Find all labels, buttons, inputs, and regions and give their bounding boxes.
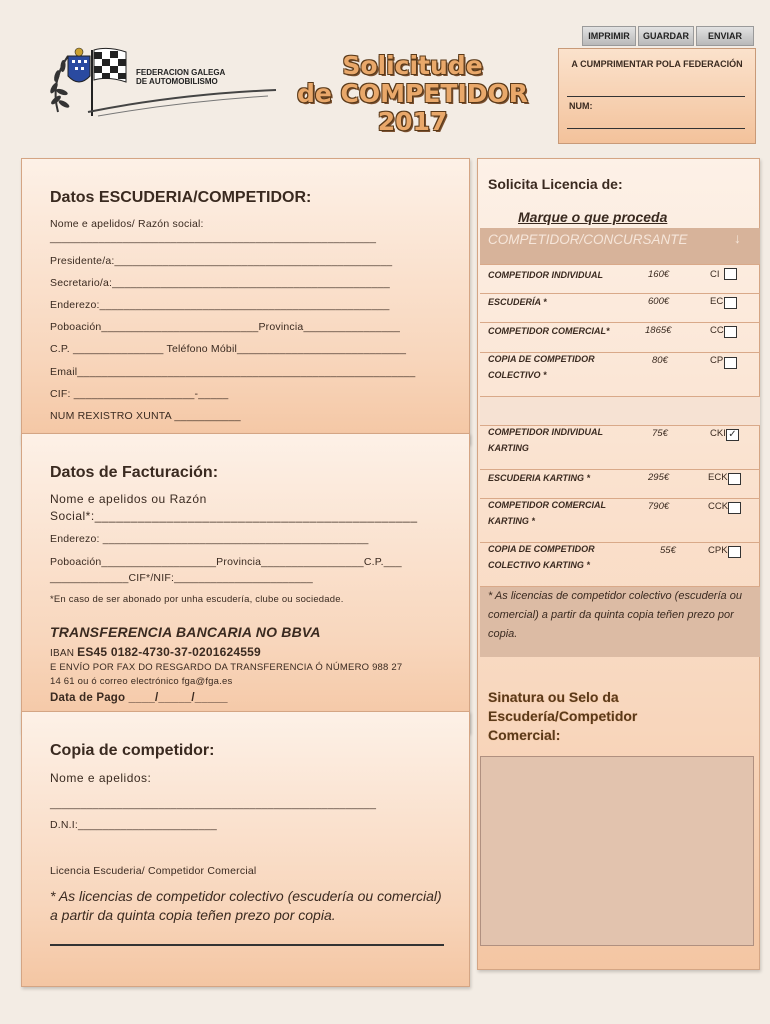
licence-code: CC [710,325,724,336]
transfer-heading: TRANSFERENCIA BANCARIA NO BBVA [50,624,321,640]
federation-num-field[interactable] [567,128,745,129]
licence-checkbox-ec[interactable] [724,297,737,309]
licence-row [480,323,760,353]
licence-label: COPIA DE COMPETIDOR COLECTIVO * [488,354,595,380]
save-button[interactable]: GUARDAR [638,26,694,46]
licence-label: COMPETIDOR COMERCIAL* [488,326,610,336]
licence-checkbox-cck[interactable] [728,502,741,514]
send-button[interactable]: ENVIAR [696,26,754,46]
billing-note: *En caso de ser abonado por unha escudería, clube ou sociedade. [50,594,344,605]
licence-price: 75€ [652,428,668,439]
licence-price: 790€ [648,501,670,512]
copy-panel [21,711,470,987]
licence-label: COMPETIDOR INDIVIDUAL [488,270,604,280]
licence-note: * As licencias de competidor colectivo (escudería ou comercial) a partir da quinta copia teñen prezo por copia. [488,590,742,640]
licence-price: 600€ [648,296,670,307]
billing-name-label: Nome e apelidos ou Razón [50,492,207,506]
copy-divider [50,944,444,946]
escuderia-panel [21,158,470,444]
group-header-label: COMPETIDOR/CONCURSANTE [488,232,688,247]
logo-text [136,68,225,86]
licence-price: 55€ [660,545,676,556]
licence-price: 160€ [648,269,670,280]
pay-date-field[interactable]: Data de Pago ____/_____/_____ [50,692,228,704]
licence-row [480,543,760,587]
licence-heading: Solicita Licencia de: [488,176,623,192]
licence-checkbox-ci[interactable] [724,268,737,280]
fax-line2: 14 61 ou ó correo electrónico fga@fga.es [50,676,233,687]
arrow-down-icon: ↓ [734,230,741,246]
escuderia-email-field[interactable]: Email________________________________________________________ [50,366,416,378]
signature-box[interactable] [480,756,754,946]
escuderia-address-field[interactable]: Enderezo:________________________________________________ [50,299,390,311]
billing-panel [21,433,470,733]
licence-price: 1865€ [645,325,672,336]
licence-code: CI [710,269,720,280]
licence-row [480,353,760,397]
escuderia-cif-field[interactable]: CIF: ____________________-_____ [50,388,229,400]
licence-code: CKI [710,428,726,439]
secretary-field[interactable]: Secretario/a:______________________________________________ [50,277,390,289]
licence-row [480,265,760,294]
billing-town-field[interactable]: Poboación___________________Provincia_________________C.P.___ [50,556,402,568]
registry-field[interactable]: NUM REXISTRO XUNTA ___________ [50,410,241,422]
copy-heading: Copia de competidor: [50,742,215,759]
licence-row [480,294,760,323]
copy-note: * As licencias de competidor colectivo (escudería ou comercial) a partir da quinta copia teñen prezo por copia. [50,888,442,923]
licence-subheading: Marque o que proceda [518,209,668,225]
licence-label: COMPETIDOR INDIVIDUAL KARTING [488,427,603,453]
licence-code: CCK [708,501,729,512]
licence-label: COPIA DE COMPETIDOR COLECTIVO KARTING * [488,544,595,570]
billing-name-field[interactable]: Social*:_____________________________________________ [50,509,418,523]
logo-line1: FEDERACION GALEGA [136,68,226,77]
print-button[interactable]: IMPRIMIR [582,26,636,46]
federation-header: A CUMPRIMENTAR POLA FEDERACIÓN [571,59,743,69]
billing-heading: Datos de Facturación: [50,464,219,481]
group-header-row [480,228,760,265]
title-line3: 2017 [377,107,448,136]
page-title [290,52,535,136]
licence-checkbox-cpk[interactable] [728,546,741,558]
copy-name-label: Nome e apelidos: [50,771,152,785]
licence-note-row [480,587,760,657]
iban-label: IBAN [50,648,78,659]
licence-price: 80€ [652,355,668,366]
title-line2: de COMPETIDOR [296,79,529,108]
fax-line1: E ENVÍO POR FAX DO RESGARDO DA TRANSFERENCIA Ó NÚMERO 988 27 [50,662,403,673]
federation-line [567,96,745,97]
escuderia-name-field[interactable]: ______________________________________________________ [50,232,377,244]
licence-checkbox-cc[interactable] [724,326,737,338]
licence-code: ECK [708,472,728,483]
title-line1: Solicitude [342,51,483,80]
licence-code: EC [710,296,724,307]
signature-heading: Sinatura ou Selo da Escudería/Competidor Comercial: [488,689,638,743]
billing-cif-field[interactable]: _____________CIF*/NIF:_______________________ [50,572,313,584]
copy-name-field[interactable]: ______________________________________________________ [50,798,377,810]
copy-dni-field[interactable]: D.N.I:_______________________ [50,819,217,831]
licence-row [480,499,760,543]
president-field[interactable]: Presidente/a:______________________________________________ [50,255,393,267]
logo-line2: DE AUTOMOBILISMO [136,77,218,86]
spacer-row [480,397,760,426]
federation-logo [48,42,278,122]
licence-label: ESCUDERIA KARTING * [488,473,591,483]
federation-box [558,48,756,144]
iban-line [50,645,261,659]
escuderia-cp-phone-field[interactable]: C.P. _______________ Teléfono Móbil____________________________ [50,343,407,355]
licence-checkbox-cki[interactable]: ✓ [726,429,739,441]
escuderia-name-label: Nome e apelidos/ Razón social: [50,218,204,230]
licence-code: CPK [708,545,728,556]
licence-row [480,426,760,470]
licence-code: CP [710,355,724,366]
licence-label: ESCUDERÍA * [488,297,547,307]
escuderia-town-field[interactable]: Poboación__________________________Provincia________________ [50,321,401,333]
federation-num-label: NUM: [569,101,593,111]
escuderia-heading: Datos ESCUDERIA/COMPETIDOR: [50,189,312,206]
iban-value: ES45 0182-4730-37-0201624559 [77,645,261,659]
copy-license-label: Licencia Escuderia/ Competidor Comercial [50,865,257,877]
licence-checkbox-cp[interactable] [724,357,737,369]
licence-row [480,470,760,499]
billing-address-field[interactable]: Enderezo: ____________________________________________ [50,533,369,545]
licence-label: COMPETIDOR COMERCIAL KARTING * [488,500,606,526]
licence-checkbox-eck[interactable] [728,473,741,485]
licence-price: 295€ [648,472,670,483]
